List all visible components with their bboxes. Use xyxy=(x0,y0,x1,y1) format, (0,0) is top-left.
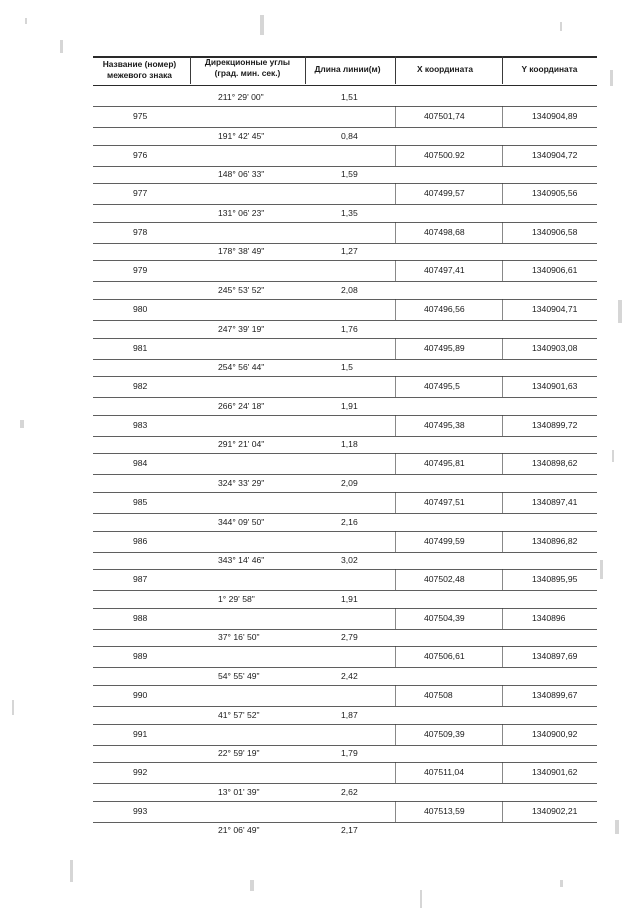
row-separator xyxy=(93,397,597,398)
header-name xyxy=(93,59,186,81)
segment-angle: 41° 57' 52" xyxy=(218,709,260,720)
row-separator xyxy=(93,320,597,321)
point-x: 407495,89 xyxy=(424,342,465,353)
point-x: 407499,59 xyxy=(424,535,465,546)
row-separator xyxy=(93,608,597,609)
point-name: 977 xyxy=(133,188,148,199)
point-y: 1340898,62 xyxy=(532,458,578,469)
scan-noise xyxy=(618,300,622,323)
segment-length: 1,18 xyxy=(341,439,358,450)
row-separator xyxy=(93,706,597,707)
cell-divider xyxy=(502,338,503,359)
cell-divider xyxy=(395,531,396,552)
scan-noise xyxy=(560,22,562,31)
point-x: 407499,57 xyxy=(424,188,465,199)
point-y: 1340899,72 xyxy=(532,419,578,430)
point-x: 407509,39 xyxy=(424,728,465,739)
segment-length: 1,27 xyxy=(341,246,358,257)
segment-angle: 247° 39' 19" xyxy=(218,323,265,334)
scan-noise xyxy=(420,890,422,908)
segment-length: 2,62 xyxy=(341,786,358,797)
point-y: 1340901,62 xyxy=(532,767,578,778)
cell-divider xyxy=(395,646,396,667)
cell-divider xyxy=(502,608,503,629)
point-y: 1340905,56 xyxy=(532,188,578,199)
cell-divider xyxy=(395,492,396,513)
scan-noise xyxy=(25,18,27,24)
cell-divider xyxy=(395,338,396,359)
row-separator xyxy=(93,127,597,128)
segment-length: 1,51 xyxy=(341,92,358,102)
table-top-border xyxy=(93,56,597,58)
row-separator xyxy=(93,474,597,475)
row-separator xyxy=(93,222,597,223)
point-name: 979 xyxy=(133,265,148,276)
segment-angle: 324° 33' 29" xyxy=(218,478,265,488)
segment-angle: 1° 29' 58" xyxy=(218,593,255,604)
point-y: 1340900,92 xyxy=(532,728,578,739)
point-x: 407497,51 xyxy=(424,497,465,507)
segment-length: 2,42 xyxy=(341,671,358,681)
row-separator xyxy=(93,783,597,784)
segment-angle: 54° 55' 49" xyxy=(218,671,260,681)
row-separator xyxy=(93,183,597,184)
point-x: 407501,74 xyxy=(424,111,465,121)
point-name: 987 xyxy=(133,574,148,585)
point-x: 407497,41 xyxy=(424,265,465,276)
header-bottom-border xyxy=(93,85,597,86)
cell-divider xyxy=(395,569,396,590)
point-name: 990 xyxy=(133,690,148,700)
row-separator xyxy=(93,531,597,532)
point-x: 407496,56 xyxy=(424,304,465,314)
row-separator xyxy=(93,590,597,591)
row-separator xyxy=(93,685,597,686)
point-y: 1340899,67 xyxy=(532,690,578,700)
header-x-text: X координата xyxy=(416,64,474,74)
segment-angle: 245° 53' 52" xyxy=(218,285,265,295)
cell-divider xyxy=(395,145,396,166)
point-name: 975 xyxy=(133,111,148,121)
scan-noise xyxy=(260,15,264,35)
cell-divider xyxy=(395,762,396,783)
cell-divider xyxy=(395,376,396,397)
row-separator xyxy=(93,106,597,107)
row-separator xyxy=(93,801,597,802)
point-name: 992 xyxy=(133,767,148,778)
point-x: 407498,68 xyxy=(424,226,465,237)
point-x: 407508 xyxy=(424,690,453,700)
row-separator xyxy=(93,569,597,570)
row-separator xyxy=(93,204,597,205)
point-name: 984 xyxy=(133,458,148,469)
cell-divider xyxy=(502,222,503,243)
point-name: 989 xyxy=(133,651,148,662)
header-y-text: Y координата xyxy=(521,64,578,74)
point-y: 1340903,08 xyxy=(532,342,578,353)
row-separator xyxy=(93,415,597,416)
row-separator xyxy=(93,281,597,282)
segment-length: 1,87 xyxy=(341,709,358,720)
segment-length: 2,17 xyxy=(341,825,358,836)
scan-noise xyxy=(60,40,63,53)
cell-divider xyxy=(502,106,503,127)
point-y: 1340902,21 xyxy=(532,805,578,816)
point-x: 407511,04 xyxy=(424,767,464,778)
point-y: 1340896,82 xyxy=(532,535,578,546)
point-x: 407502,48 xyxy=(424,574,465,585)
cell-divider xyxy=(502,724,503,745)
cell-divider xyxy=(502,569,503,590)
header-angle xyxy=(190,57,305,79)
point-y: 1340904,89 xyxy=(532,111,578,121)
scan-noise xyxy=(610,70,613,86)
segment-angle: 21° 06' 49" xyxy=(218,825,260,836)
header-x xyxy=(395,64,495,75)
row-separator xyxy=(93,629,597,630)
segment-angle: 178° 38' 49" xyxy=(218,246,265,257)
cell-divider xyxy=(395,685,396,706)
point-y: 1340901,63 xyxy=(532,381,578,392)
cell-divider xyxy=(502,145,503,166)
cell-divider xyxy=(502,376,503,397)
point-name: 993 xyxy=(133,805,148,816)
point-name: 981 xyxy=(133,342,148,353)
row-separator xyxy=(93,646,597,647)
point-x: 407495,81 xyxy=(424,458,465,469)
header-angle-text: Дирекционные углы (град. мин. сек.) xyxy=(204,57,291,78)
cell-divider xyxy=(502,685,503,706)
header-y xyxy=(502,64,597,75)
cell-divider xyxy=(395,608,396,629)
row-separator xyxy=(93,359,597,360)
cell-divider xyxy=(502,260,503,281)
point-name: 985 xyxy=(133,497,148,507)
cell-divider xyxy=(502,646,503,667)
point-x: 407495,5 xyxy=(424,381,460,392)
segment-length: 1,35 xyxy=(341,207,358,218)
cell-divider xyxy=(502,492,503,513)
scan-noise xyxy=(600,560,603,579)
segment-angle: 344° 09' 50" xyxy=(218,516,265,527)
cell-divider xyxy=(502,299,503,320)
cell-divider xyxy=(395,183,396,204)
scan-noise xyxy=(615,820,619,834)
segment-length: 2,08 xyxy=(341,285,358,295)
row-separator xyxy=(93,822,597,823)
row-separator xyxy=(93,724,597,725)
row-separator xyxy=(93,745,597,746)
row-separator xyxy=(93,552,597,553)
row-separator xyxy=(93,243,597,244)
cell-divider xyxy=(395,260,396,281)
header-length-text: Длина линии(м) xyxy=(314,64,381,74)
header-length xyxy=(305,64,390,75)
scan-noise xyxy=(70,860,73,882)
cell-divider xyxy=(502,183,503,204)
cell-divider xyxy=(502,415,503,436)
row-separator xyxy=(93,145,597,146)
point-name: 986 xyxy=(133,535,148,546)
scan-noise xyxy=(560,880,563,887)
point-name: 980 xyxy=(133,304,148,314)
segment-angle: 211° 29' 00" xyxy=(218,92,264,102)
segment-length: 1,76 xyxy=(341,323,358,334)
row-separator xyxy=(93,376,597,377)
scan-noise xyxy=(612,450,614,462)
cell-divider xyxy=(395,801,396,822)
segment-angle: 291° 21' 04" xyxy=(218,439,265,450)
point-y: 1340897,69 xyxy=(532,651,578,662)
cell-divider xyxy=(502,453,503,474)
segment-angle: 191° 42' 45" xyxy=(218,130,265,141)
segment-length: 2,09 xyxy=(341,478,358,488)
point-name: 978 xyxy=(133,226,148,237)
segment-length: 1,91 xyxy=(341,593,358,604)
segment-angle: 131° 06' 23" xyxy=(218,207,265,218)
point-y: 1340897,41 xyxy=(532,497,578,507)
row-separator xyxy=(93,513,597,514)
segment-length: 1,79 xyxy=(341,748,358,759)
row-separator xyxy=(93,762,597,763)
point-y: 1340904,71 xyxy=(532,304,578,314)
cell-divider xyxy=(395,724,396,745)
segment-angle: 266° 24' 18" xyxy=(218,400,265,411)
segment-angle: 254° 56' 44" xyxy=(218,362,265,373)
cell-divider xyxy=(502,801,503,822)
segment-angle: 13° 01' 39" xyxy=(218,786,260,797)
point-x: 407504,39 xyxy=(424,612,465,623)
segment-angle: 22° 59' 19" xyxy=(218,748,260,759)
point-y: 1340895,95 xyxy=(532,574,578,585)
cell-divider xyxy=(502,762,503,783)
segment-angle: 343° 14' 46" xyxy=(218,555,265,566)
row-separator xyxy=(93,338,597,339)
segment-length: 1,5 xyxy=(341,362,353,373)
segment-length: 0,84 xyxy=(341,130,358,141)
point-y: 1340896 xyxy=(532,612,566,623)
segment-angle: 148° 06' 33" xyxy=(218,169,265,180)
segment-length: 1,91 xyxy=(341,400,358,411)
point-x: 407506,61 xyxy=(424,651,465,662)
cell-divider xyxy=(395,453,396,474)
cell-divider xyxy=(395,222,396,243)
row-separator xyxy=(93,260,597,261)
point-name: 988 xyxy=(133,612,148,623)
scan-noise xyxy=(20,420,24,428)
segment-angle: 37° 16' 50" xyxy=(218,632,260,643)
point-name: 976 xyxy=(133,149,148,160)
cell-divider xyxy=(502,531,503,552)
header-name-text: Название (номер) межевого знака xyxy=(102,59,177,80)
row-separator xyxy=(93,166,597,167)
row-separator xyxy=(93,436,597,437)
point-y: 1340906,58 xyxy=(532,226,578,237)
cell-divider xyxy=(395,106,396,127)
point-x: 407495,38 xyxy=(424,419,465,430)
point-x: 407513,59 xyxy=(424,805,465,816)
row-separator xyxy=(93,492,597,493)
point-x: 407500.92 xyxy=(424,149,465,160)
scan-noise xyxy=(250,880,254,891)
point-y: 1340904,72 xyxy=(532,149,578,160)
point-name: 983 xyxy=(133,419,148,430)
cell-divider xyxy=(395,415,396,436)
cell-divider xyxy=(395,299,396,320)
point-name: 991 xyxy=(133,728,148,739)
segment-length: 1,59 xyxy=(341,169,358,180)
point-name: 982 xyxy=(133,381,148,392)
row-separator xyxy=(93,453,597,454)
segment-length: 2,16 xyxy=(341,516,358,527)
scan-noise xyxy=(12,700,14,715)
row-separator xyxy=(93,667,597,668)
segment-length: 3,02 xyxy=(341,555,358,566)
segment-length: 2,79 xyxy=(341,632,358,643)
row-separator xyxy=(93,299,597,300)
point-y: 1340906,61 xyxy=(532,265,578,276)
